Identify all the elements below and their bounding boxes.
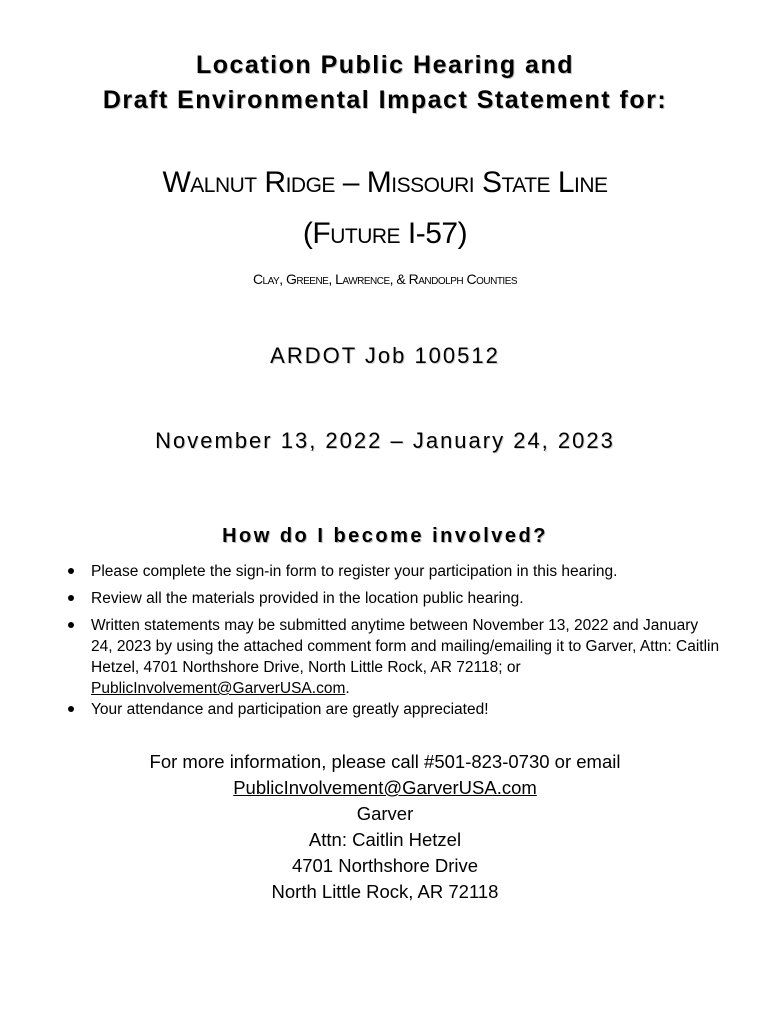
bullet-icon [68,568,74,574]
contact-block [0,749,770,905]
contact-intro: For more information, please call #501-823-0730 or email [149,751,621,772]
list-item-text: Review all the materials provided in the location public hearing. [91,590,524,607]
list-item-text: Please complete the sign-in form to register your participation in this hearing. [91,563,618,580]
email-link[interactable]: PublicInvolvement@GarverUSA.com [91,680,346,697]
list-item-suffix: . [345,680,350,697]
contact-company: Garver [356,803,414,824]
list-item-text: Written statements may be submitted anytime between November 13, 2022 and January 24, 2023 by using the attached comment form and mailing/emailing it to Garver, Attn: Caitlin Hetzel, 4701 Northshore Drive, North Little Rock, AR 72118; or [91,617,720,676]
contact-street: 4701 Northshore Drive [291,855,479,876]
list-item [68,615,723,699]
involvement-list [68,561,723,726]
job-number: ARDOT Job 100512 [270,343,500,368]
page-title-line1: Location Public Hearing and [195,51,575,79]
bullet-icon [68,595,74,601]
contact-email-link[interactable]: PublicInvolvement@GarverUSA.com [233,777,537,798]
list-item [68,699,723,720]
page-title-line2: Draft Environmental Impact Statement for: [102,86,668,114]
hearing-dates: November 13, 2022 – January 24, 2023 [155,428,615,453]
project-counties: Clay, Greene, Lawrence, & Randolph Counties [252,271,518,287]
bullet-icon [68,706,74,712]
list-item [68,561,723,582]
bullet-icon [68,622,74,628]
contact-city: North Little Rock, AR 72118 [271,881,499,902]
project-future-route: (Future I-57) [302,217,468,250]
project-name: Walnut Ridge – Missouri State Line [162,166,608,199]
contact-attn: Attn: Caitlin Hetzel [308,829,462,850]
list-item [68,588,723,609]
involvement-heading: How do I become involved? [222,525,548,547]
list-item-text: Your attendance and participation are greatly appreciated! [91,701,489,718]
